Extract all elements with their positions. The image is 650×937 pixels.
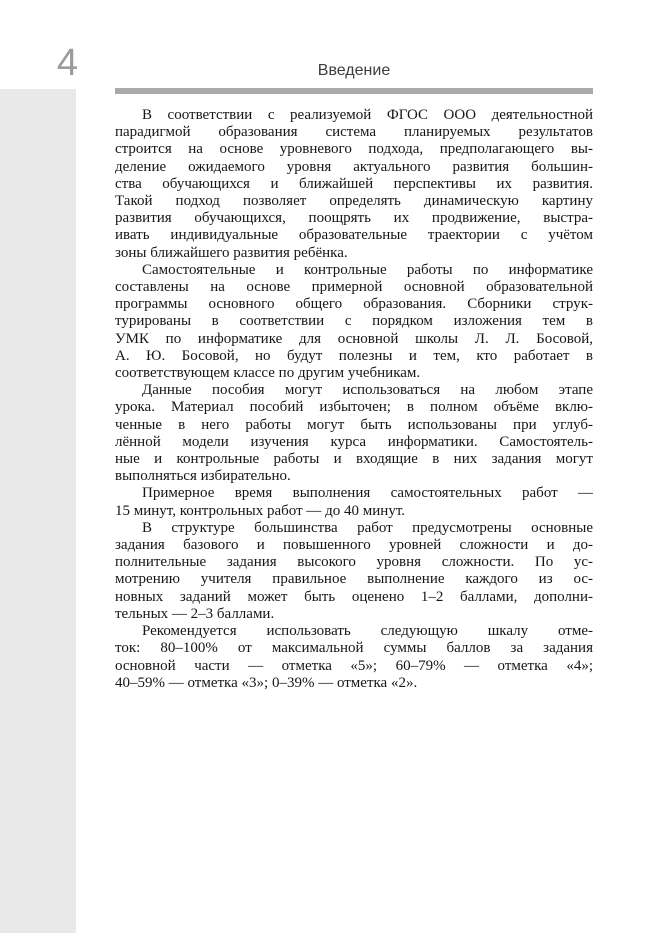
text-line: ченные в него работы могут быть использованы при углуб- (115, 416, 593, 433)
paragraph (115, 623, 593, 692)
text-line: ные и контрольные работы и входящие в них задания могут (115, 451, 593, 468)
text-line: выполняться избирательно. (115, 468, 291, 485)
text-line: составлены на основе примерной основной образовательной (115, 279, 593, 296)
text-line: урока. Материал пособий избыточен; в полном объёме вклю- (115, 399, 593, 416)
text-line: Самостоятельные и контрольные работы по информатике (142, 261, 593, 278)
text-line: В структуре большинства работ предусмотрены основные (142, 519, 593, 536)
text-line: ивать индивидуальные образовательные траектории с учётом (115, 227, 593, 244)
text-line: задания базового и повышенного уровней сложности и до- (115, 537, 593, 554)
text-line: деление ожидаемого уровня актуального развития большин- (115, 158, 593, 175)
text-line: УМК по информатике для основной школы Л. Л. Босовой, (115, 330, 593, 347)
text-line: Рекомендуется использовать следующую шкалу отме- (142, 623, 593, 640)
chapter-header-title: Введение (317, 62, 391, 79)
text-line: В соответствии с реализуемой ФГОС ООО деятельностной (142, 107, 593, 123)
text-line: новных заданий может быть оценено 1–2 баллами, дополни- (115, 588, 593, 605)
text-line: полнительные задания высокого уровня сложности. По ус- (115, 554, 593, 571)
page-number: 4 (56, 42, 78, 84)
paragraph (115, 382, 593, 485)
paragraph (115, 262, 593, 382)
paragraph (115, 107, 593, 262)
text-line: Такой подход позволяет определять динамическую картину (115, 193, 593, 210)
text-line: 15 минут, контрольных работ — до 40 минут. (115, 502, 406, 519)
text-line: зоны ближайшего развития ребёнка. (115, 244, 348, 261)
text-line: лённой модели изучения курса информатики. Самостоятель- (115, 433, 593, 450)
text-line: строится на основе уровневого подхода, предполагающего вы- (115, 141, 593, 158)
paragraph (115, 485, 593, 519)
text-line: 40–59% — отметка «3»; 0–39% — отметка «2». (115, 674, 418, 691)
paragraph (115, 520, 593, 623)
body-text (115, 107, 593, 692)
text-line: программы основного общего образования. Сборники струк- (115, 296, 593, 313)
text-line: Примерное время выполнения самостоятельных работ — (142, 485, 593, 502)
text-line: соответствующем классе по другим учебникам. (115, 365, 421, 382)
text-line: парадигмой образования система планируемых результатов (115, 124, 593, 141)
text-line: ток: 80–100% от максимальной суммы баллов за задания (115, 640, 593, 657)
text-line: турированы в соответствии с порядком изложения тем в (115, 313, 593, 330)
header-rule (115, 88, 593, 94)
text-line: ства обучающихся и ближайшей перспективы их развития. (115, 175, 593, 192)
text-line: мотрению учителя правильное выполнение каждого из ос- (115, 571, 593, 588)
text-line: развития обучающихся, поощрять их продвижение, выстра- (115, 210, 593, 227)
page-margin-strip (0, 89, 76, 933)
text-line: основной части — отметка «5»; 60–79% — отметка «4»; (115, 657, 593, 674)
text-line: А. Ю. Босовой, но будут полезны и тем, кто работает в (115, 347, 593, 364)
text-line: тельных — 2–3 баллами. (115, 605, 275, 622)
text-line: Данные пособия могут использоваться на любом этапе (142, 382, 593, 399)
